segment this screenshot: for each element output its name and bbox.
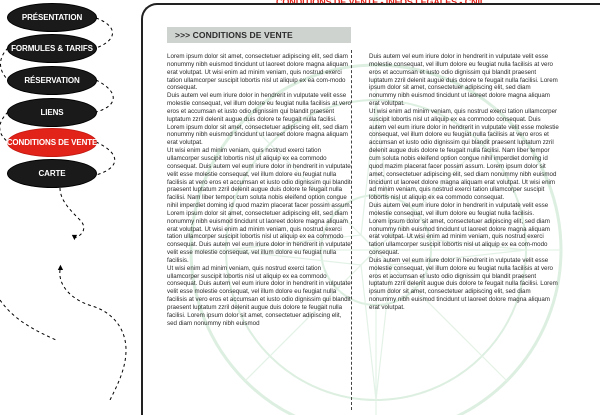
nav-liens[interactable] (8, 99, 96, 126)
right-column-text (369, 53, 559, 405)
nav-liens-label: LIENS (40, 108, 64, 117)
left-column-body: Lorem ipsum dolor sit amet, consectetuer adipiscing elit, sed diam nonummy nibh euismod tincidunt ut laoreet dolore magna aliquam erat volutpat. Ut wisi enim ad minim veniam, quis nostrud exerci tation ullamcorper suscipit lobortis nisl ut aliquip ex ea com-modo consequat. Duis autem vel eum iriure dolor in hendrerit in vulputate velit esse molestie consequat, vel illum dolore eu feugiat nulla facilisis at vero eros et accumsan et iusto odio dignissim qui blandit praesent luptatum zzril delenit augue duis dolore te feugait nulla facilisi. Lorem ipsum dolor sit amet, consectetuer adipiscing elit, sed diam nonummy nibh euismod tincidunt ut laoreet dolore magna aliquam erat volutpat. Ut wisi enim ad minim veniam, quis nostrud exerci tation ullamcorper suscipit lobortis nisl ut aliquip ex ea commodo consequat. Duis autem vel eum iriure dolor in hendrerit in vulputate velit esse molestie consequat, vel illum dolore eu feugiat nulla facilisis at vero eros et accumsan et iusto odio dignissim qui blandit praesent luptatum zzril delenit augue duis dolore te feugait nulla facilisi. Nam liber tempor cum soluta nobis eleifend option congue nihil imperdiet doming id quod mazim placerat facer possim assum. Lorem ipsum dolor sit amet, consectetuer adipiscing elit, sed diam nonummy nibh euismod tincidunt ut laoreet dolore magna aliquam erat volutpat. Ut wisi enim ad minim veniam, quis nostrud exerci tation ullamcorper suscipit lobortis nisl ut aliquip ex ea commodo consequat. Duis autem vel eum iriure dolor in hendrerit in vulputate velit esse molestie consequat, vel illum dolore eu feugiat nulla facilisis. Ut wisi enim ad minim veniam, quis nostrud exerci tation ullamcorper suscipit lobortis nisl ut aliquip ex ea commodo consequat. Duis autem vel eum iriure dolor in hendrerit in vulputate velit esse molestie consequat, vel illum dolore eu feugiat nulla facilisis at vero eros et accumsan et iusto odio dignissim qui blandit praesent luptatum zzril delenit augue duis dolore te feugait nulla facilisi. Lorem ipsum dolor sit amet, consectetuer adipiscing elit, sed diam nonummy nibh euismod (167, 53, 352, 327)
nav-presentation[interactable] (8, 4, 96, 31)
arrow-down-icon: ▼ (70, 232, 79, 242)
nav-reservation[interactable] (8, 67, 96, 94)
nav-conditions-de-vente[interactable] (8, 129, 96, 156)
nav-carte-label: CARTE (38, 169, 66, 178)
arrow-up-icon: ▲ (56, 262, 65, 272)
content-panel (141, 3, 600, 415)
nav-presentation-label: PRÉSENTATION (21, 13, 83, 22)
nav-carte[interactable] (8, 160, 96, 187)
nav-formules-tarifs-label: FORMULES & TARIFS (11, 44, 93, 53)
section-title: >>> CONDITIONS DE VENTE (167, 27, 351, 43)
nav-formules-tarifs[interactable] (8, 35, 96, 62)
nav-conditions-de-vente-label: CONDITIONS DE VENTE (6, 138, 98, 147)
navigation (0, 0, 140, 400)
right-column-body: Duis autem vel eum iriure dolor in hendrerit in vulputate velit esse molestie consequat, vel illum dolore eu feugiat nulla facilisis at vero eros et accumsan et iusto odio dignissim qui blandit praesent luptatum zzril delenit augue duis dolore te feugait nulla facilisi. Lorem ipsum dolor sit amet, consectetuer adipiscing elit, sed diam nonummy nibh euismod tincidunt ut laoreet dolore magna aliquam erat volutpat. Ut wisi enim ad minim veniam, quis nostrud exerci tation ullamcorper suscipit lobortis nisl ut aliquip ex ea commodo consequat. Duis autem vel eum iriure dolor in hendrerit in vulputate velit esse molestie consequat, vel illum dolore eu feugiat nulla facilisis at vero eros et accumsan et iusto odio dignissim qui blandit praesent luptatum zzril delenit augue duis dolore te feugait nulla facilisi. Nam liber tempor cum soluta nobis eleifend option congue nihil imperdiet doming id quod mazim placerat facer possim assum. Lorem ipsum dolor sit amet, consectetuer adipiscing elit, sed diam nonummy nibh euismod tincidunt ut laoreet dolore magna aliquam erat volutpat. Ut wisi enim ad minim veniam, quis nostrud exerci tation ullamcorper suscipit lobortis nisl ut aliquip ex ea commodo consequat. Duis autem vel eum iriure dolor in hendrerit in vulputate velit esse molestie consequat, vel illum dolore eu feugiat nulla facilisis. Lorem ipsum dolor sit amet, consectetuer adipiscing elit, sed diam nonummy nibh euismod tincidunt ut laoreet dolore magna aliquam erat volutpat. Ut wisi enim ad minim veniam, quis nostrud exerci tation ullamcorper suscipit lobortis nisl ut aliquip ex ea com-modo consequat. Duis autem vel eum iriure dolor in hendrerit in vulputate velit esse molestie consequat, vel illum dolore eu feugiat nulla facilisis at vero eros et accumsan et iusto odio dignissim qui blandit praesent luptatum zzril delenit augue duis dolore te feugait nulla facilisi. Lorem ipsum dolor sit amet, consectetuer adipiscing elit, sed diam nonummy nibh euismod tincidunt ut laoreet dolore magna aliquam erat volutpat. (369, 53, 559, 311)
nav-reservation-label: RÉSERVATION (24, 76, 80, 85)
left-column-text (167, 53, 353, 405)
